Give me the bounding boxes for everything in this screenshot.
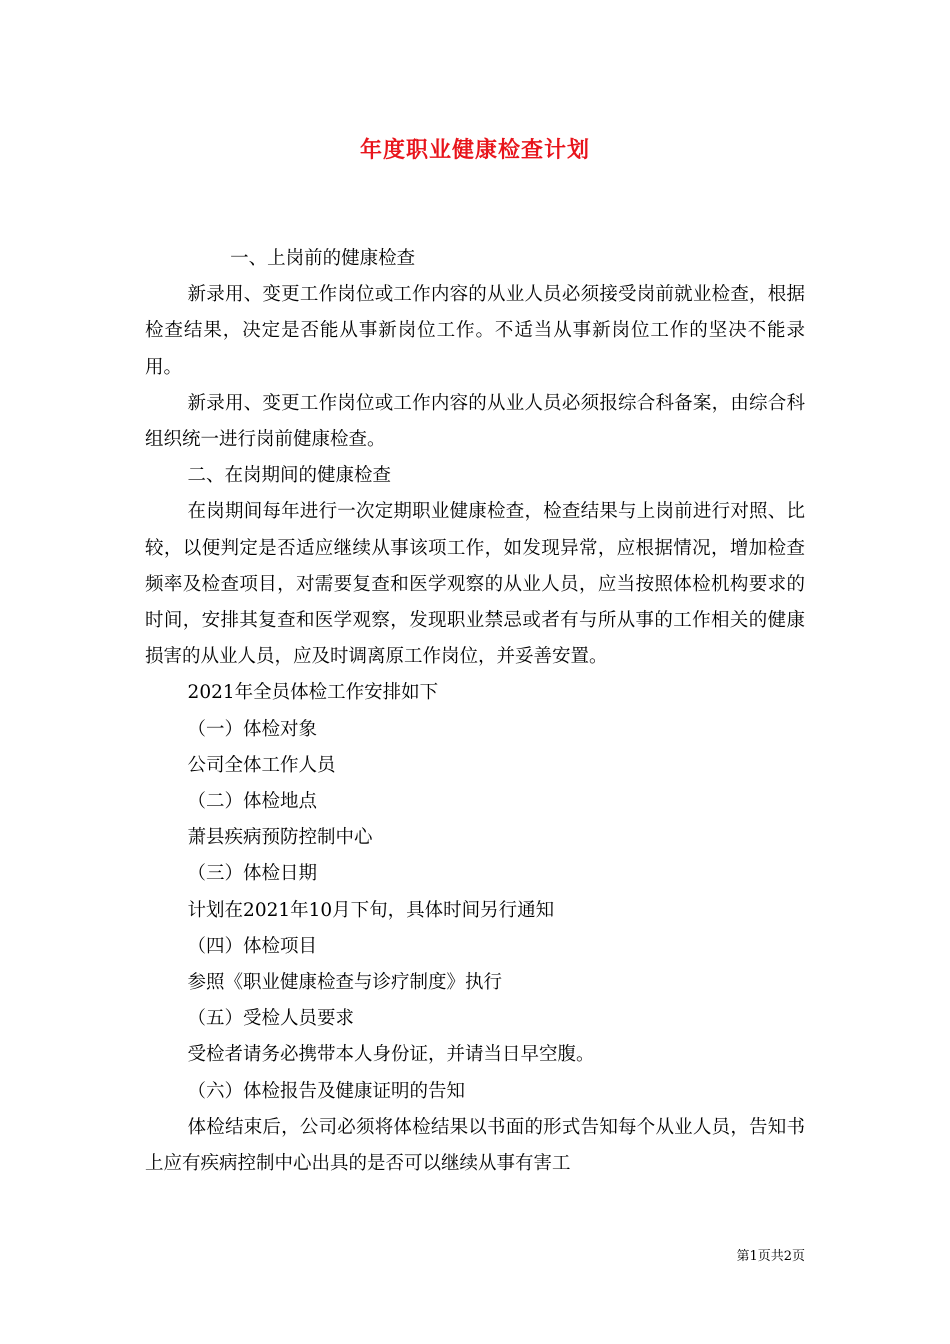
item-heading: （五）受检人员要求 — [187, 1008, 355, 1030]
section-heading-1: 一、上岗前的健康检查 — [230, 248, 416, 269]
paragraph: 新录用、变更工作岗位或工作内容的从业人员必须接受岗前就业检查，根据检查结果，决定是否能从事新岗位工作。不适当从事新岗位工作的坚决不能录用。 — [145, 284, 805, 378]
item-heading: （四）体检项目 — [187, 935, 318, 957]
item-heading: （六）体检报告及健康证明的告知 — [187, 1080, 466, 1102]
paragraph: 新录用、变更工作岗位或工作内容的从业人员必须报综合科备案，由综合科组织统一进行岗前健康检查。 — [145, 392, 805, 451]
item-text: 公司全体工作人员 — [187, 754, 336, 776]
paragraph: 体检结束后，公司必须将体检结果以书面的形式告知每个从业人员，告知书上应有疾病控制中心出具的是否可以继续从事有害工 — [145, 1116, 805, 1175]
item-text: 受检者请务必携带本人身份证，并请当日早空腹。 — [187, 1044, 595, 1066]
item-heading: （一）体检对象 — [187, 718, 318, 740]
item-text: 参照《职业健康检查与诊疗制度》执行 — [187, 972, 503, 994]
item-heading: （三）体检日期 — [187, 863, 318, 885]
paragraph: 在岗期间每年进行一次定期职业健康检查，检查结果与上岗前进行对照、比较，以便判定是否适应继续从事该项工作，如发现异常，应根据情况，增加检查频率及检查项目，对需要复查和医学观察的从业人员，应当按照体检机构要求的时间，安排其复查和医学观察，发现职业禁忌或者有与所从事的工作相关的健康损害的从业人员，应及时调离原工作岗位，并妥善安置。 — [145, 501, 805, 668]
section-heading-2: 二、在岗期间的健康检查 — [187, 465, 392, 487]
paragraph: 2021年全员体检工作安排如下 — [187, 682, 439, 704]
item-text: 萧县疾病预防控制中心 — [187, 827, 373, 849]
page-number: 第1页共2页 — [736, 1249, 805, 1264]
item-heading: （二）体检地点 — [187, 791, 318, 813]
document-body — [145, 241, 805, 1182]
item-text: 计划在2021年10月下旬，具体时间另行通知 — [187, 899, 555, 921]
document-title: 年度职业健康检查计划 — [359, 137, 590, 163]
